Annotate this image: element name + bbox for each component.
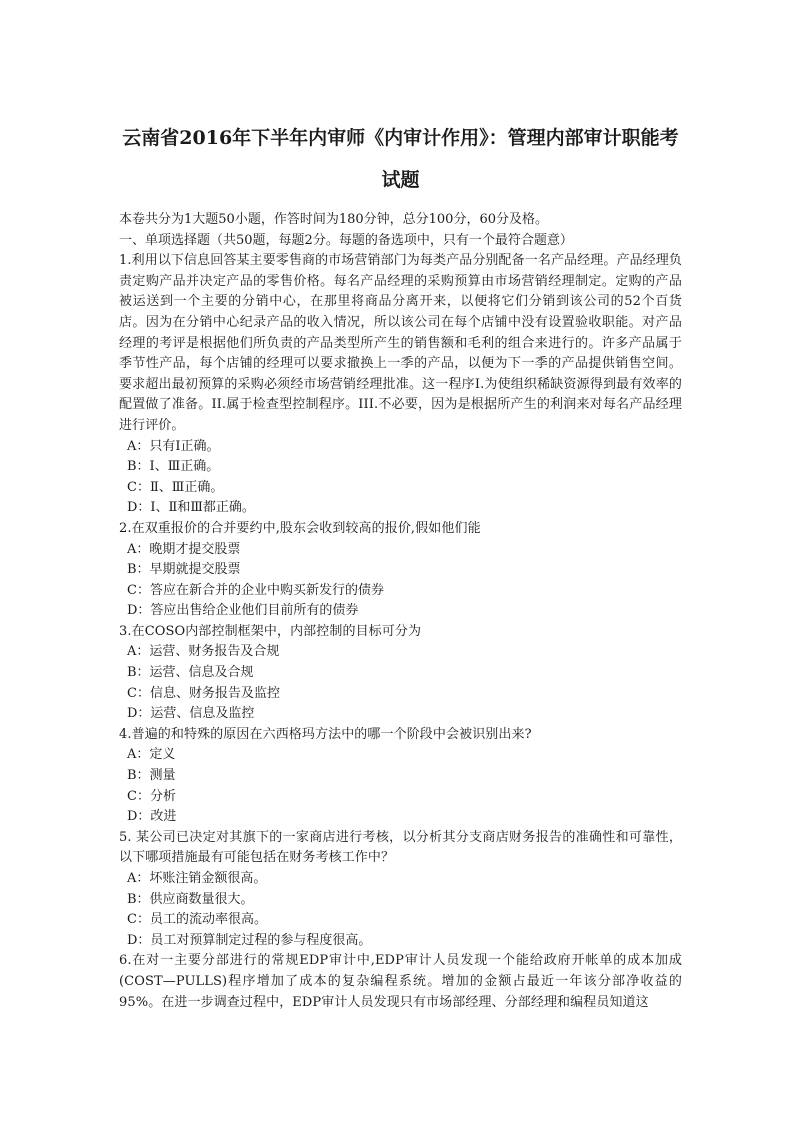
answer-option: C：信息、财务报告及监控 <box>127 685 280 701</box>
exam-intro: 本卷共分为1大题50小题，作答时间为180分钟，总分100分，60分及格。 <box>119 212 548 227</box>
question-item <box>119 725 682 828</box>
question-item <box>119 251 682 519</box>
answer-option: D：员工对预算制定过程的参与程度很高。 <box>127 932 372 948</box>
answer-option: B：测量 <box>127 768 176 784</box>
answer-option: C：分析 <box>127 788 176 804</box>
answer-option: A：运营、财务报告及合规 <box>127 644 280 660</box>
question-list <box>119 251 682 1013</box>
answer-option: D：答应出售给企业他们目前所有的债券 <box>127 603 359 619</box>
answer-option: A：坏账注销金额很高。 <box>127 871 267 886</box>
question-text: 1.利用以下信息回答某主要零售商的市场营销部门为每类产品分别配备一名产品经理。产品经理负责定购产品并决定产品的零售价格。每名产品经理的采购预算由市场营销经理制定。定购的产品被运送到一个主要的分销中心，在那里将商品分离开来，以便将它们分销到该公司的52个百货店。因为在分销中心纪录产品的收入情况，所以该公司在每个店铺中没有设置验收职能。对产品经理的考评是根据他们所负责的产品类型所产生的销售额和毛利的组合来进行的。许多产品属于季节性产品，每个店铺的经理可以要求撤换上一季的产品，以便为下一季的产品提供销售空间。要求超出最初预算的采购必须经市场营销经理批准。这一程序I.为使组织稀缺资源得到最有效率的配置做了准备。II.属于检查型控制程序。III.不必要，因为是根据所产生的利润来对每名产品经理进行评价。 <box>119 253 682 433</box>
answer-option: A：晚期才提交股票 <box>127 541 241 557</box>
question-text: 4.普遍的和特殊的原因在六西格玛方法中的哪一个阶段中会被识别出来? <box>119 726 532 742</box>
answer-option: C：答应在新合并的企业中购买新发行的债券 <box>127 582 384 598</box>
question-item <box>119 951 682 1013</box>
answer-option: C：Ⅱ、Ⅲ正确。 <box>127 479 224 495</box>
title-line-1: 云南省2016年下半年内审师《内审计作用》：管理内部审计职能考 <box>122 127 679 149</box>
question-item <box>119 622 682 725</box>
question-text: 2.在双重报价的合并要约中,股东会收到较高的报价,假如他们能 <box>119 520 481 536</box>
answer-option: A：只有I正确。 <box>127 438 220 454</box>
answer-option: B：供应商数量很大。 <box>127 891 254 907</box>
answer-option: D：运营、信息及监控 <box>127 706 255 722</box>
question-item <box>119 828 682 952</box>
title-line-2: 试题 <box>381 169 420 191</box>
question-text: 3.在COSO内部控制框架中，内部控制的目标可分为 <box>119 623 422 639</box>
answer-option: C：员工的流动率很高。 <box>127 912 267 928</box>
document-page <box>119 118 682 1013</box>
question-text: 5. 某公司已决定对其旗下的一家商店进行考核，以分析其分支商店财务报告的准确性和可靠性，以下哪项措施最有可能包括在财务考核工作中？ <box>119 829 682 866</box>
answer-option: D：改进 <box>127 809 177 825</box>
answer-option: A：定义 <box>127 747 176 763</box>
question-item <box>119 519 682 622</box>
section-heading: 一、单项选择题（共50题，每题2分。每题的备选项中，只有一个最符合题意） <box>119 232 573 248</box>
answer-option: B：I、Ⅲ正确。 <box>127 459 220 475</box>
answer-option: B：运营、信息及合规 <box>127 665 254 681</box>
document-title <box>119 118 682 200</box>
answer-option: D：I、Ⅱ和Ⅲ都正确。 <box>127 500 255 516</box>
answer-option: B：早期就提交股票 <box>127 562 241 578</box>
question-text: 6.在对一主要分部进行的常规EDP审计中,EDP审计人员发现一个能给政府开帐单的成本加成(COST—PULLS)程序增加了成本的复杂编程系统。增加的金额占最近一年该分部净收益的95%。在进一步调查过程中，EDP审计人员发现只有市场部经理、分部经理和编程员知道这 <box>119 953 682 1010</box>
